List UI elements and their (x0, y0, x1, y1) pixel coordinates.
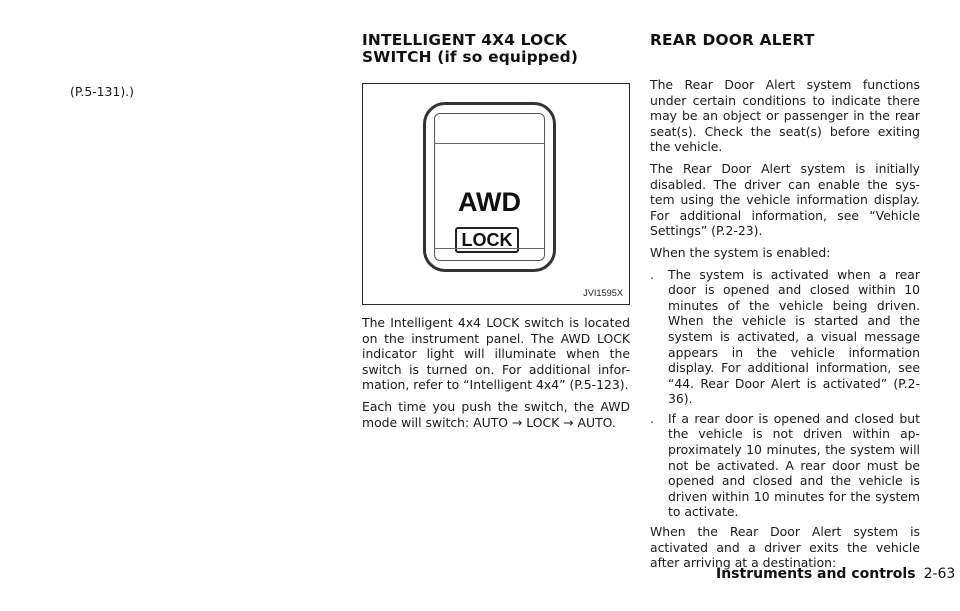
switch-outer-frame (423, 102, 556, 272)
switch-bottom-line (434, 248, 545, 249)
list-item (650, 411, 920, 520)
list-item-text: If a rear door is opened and closed but the vehicle is not driven within ap-proximately 10 minutes, the system will not be activated. A rear door must be opened and closed and the vehicle is driven within 10 minutes for the system to activate. (668, 410, 920, 520)
continued-reference: (P.5-131).) (70, 84, 134, 99)
bullet-marker: . (650, 410, 654, 426)
paragraph: When the Rear Door Alert system is activated and a driver exits the vehicle after arriving at a destination: (650, 524, 920, 571)
figure-code: JVI1595X (583, 288, 623, 298)
awd-label: AWD (458, 187, 521, 217)
paragraph: The Rear Door Alert system is initially disabled. The driver can enable the sys-tem using the vehicle information display. For additional information, see “Vehicle Settings” (P.2-23). (650, 160, 920, 239)
paragraph: The Rear Door Alert system functions under certain conditions to indicate there may be an object or passenger in the rear seat(s). Check the seat(s) before exiting the vehicle. (650, 77, 920, 155)
lock-label: LOCK (455, 227, 519, 253)
rear-door-alert-section (650, 32, 920, 577)
list-item (650, 267, 920, 407)
switch-top-line (434, 143, 545, 144)
page-number: 2-63 (923, 566, 956, 582)
section-heading-rear-door-alert: REAR DOOR ALERT (650, 31, 815, 49)
paragraph: When the system is enabled: (650, 244, 831, 260)
list-item-text: The system is activated when a rear door is opened and closed within 10 minutes of the vehicle being driven. When the vehicle is started and the system is activated, a visual message appears in the vehicle information display. For additional information, see “44. Rear Door Alert is activated” (P.2-36). (668, 266, 920, 407)
lock-switch-section (362, 32, 630, 436)
bullet-marker: . (650, 266, 654, 282)
page-footer (716, 566, 955, 582)
paragraph: The Intelligent 4x4 LOCK switch is located on the instrument panel. The AWD LOCK indicator light will illuminate when the switch is turned on. For additional infor-mation, refer to “Intelligent 4x4” (P.5-123). (362, 315, 630, 393)
awd-lock-switch-figure (362, 83, 630, 305)
section-heading-lock-switch: INTELLIGENT 4X4 LOCK SWITCH (if so equipped) (362, 31, 579, 66)
continued-text-column (70, 84, 330, 106)
paragraph: Each time you push the switch, the AWD mode will switch: AUTO → LOCK → AUTO. (362, 398, 630, 430)
bullet-list (650, 267, 920, 521)
footer-section-title: Instruments and controls (716, 566, 916, 582)
